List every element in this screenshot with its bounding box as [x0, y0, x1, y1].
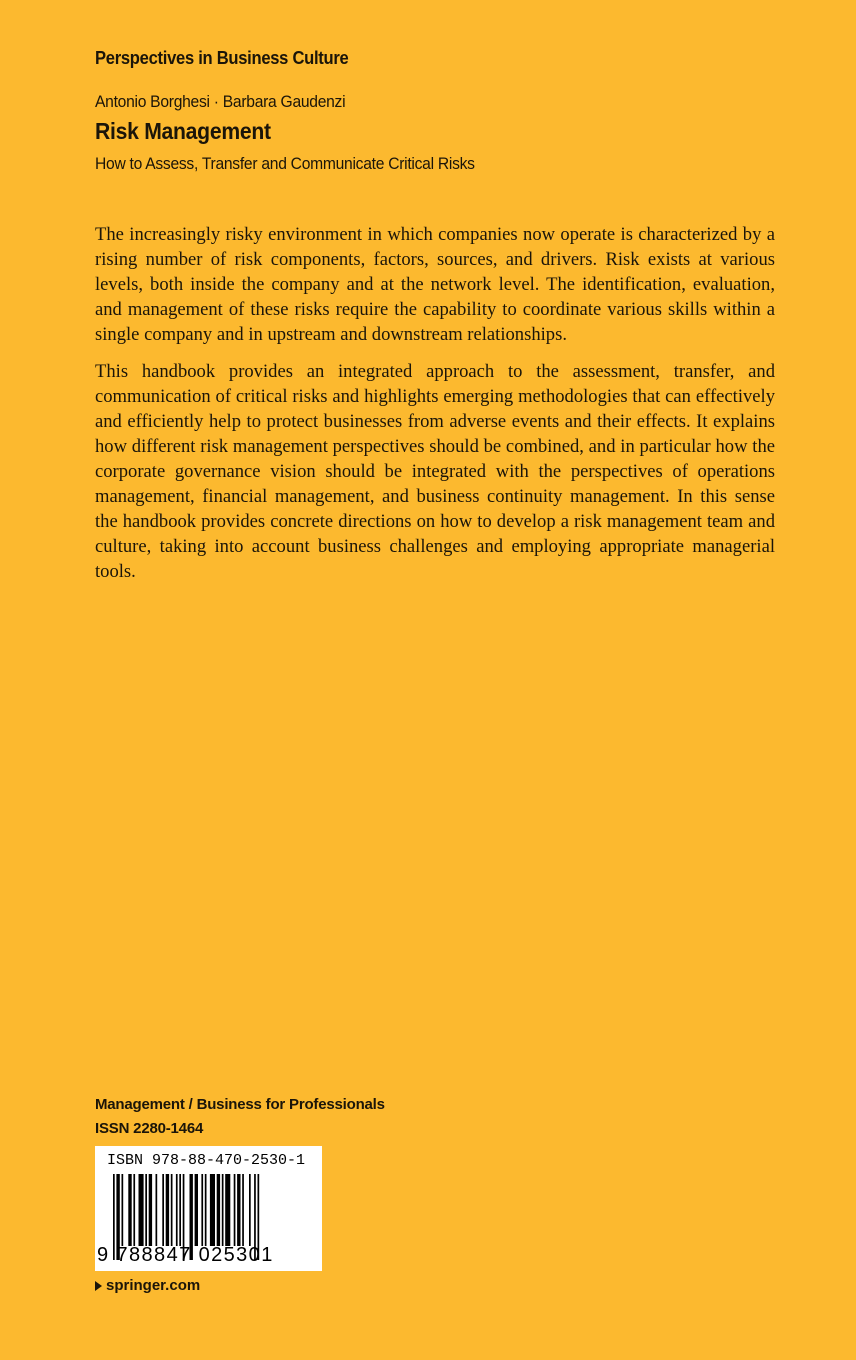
barcode-bar [128, 1174, 131, 1246]
book-authors: Antonio Borghesi · Barbara Gaudenzi [95, 92, 346, 111]
barcode-bar [249, 1174, 251, 1246]
play-arrow-icon [95, 1281, 102, 1291]
publisher-website-label: springer.com [106, 1277, 201, 1294]
barcode-bar [139, 1174, 144, 1246]
barcode-bar [166, 1174, 169, 1246]
barcode-bar [237, 1174, 240, 1246]
barcode-bar [156, 1174, 158, 1246]
book-subtitle: How to Assess, Transfer and Communicate Critical Risks [95, 154, 475, 173]
barcode-bar [210, 1174, 215, 1246]
book-title: Risk Management [95, 118, 271, 144]
barcode-bar [122, 1174, 124, 1246]
barcode-bar [205, 1174, 207, 1246]
barcode-bar [176, 1174, 178, 1246]
barcode-bar [195, 1174, 198, 1246]
barcode-digits: 9 788847 025301 [97, 1244, 274, 1266]
book-description [95, 222, 775, 596]
barcode-bar [179, 1174, 181, 1246]
barcode-bar [217, 1174, 220, 1246]
barcode-bar [234, 1174, 236, 1246]
barcode-bar [171, 1174, 173, 1246]
barcode-isbn-label: ISBN 978-88-470-2530-1 [107, 1152, 306, 1169]
barcode-panel [95, 1146, 322, 1271]
barcode-bar [145, 1174, 147, 1246]
barcode-bar [225, 1174, 230, 1246]
description-paragraph-2: This handbook provides an integrated approach to the assessment, transfer, and communication of critical risks and highlights emerging methodologies that can effectively and efficiently help to protect businesses from adverse events and their effects. It explains how different risk management perspectives should be combined, and in particular how the corporate governance vision should be integrated with the perspectives of operations management, financial management, and business continuity management. In this sense the handbook provides concrete directions on how to develop a risk management team and culture, taking into account business challenges and employing appropriate managerial tools. [95, 361, 775, 582]
barcode-bar [149, 1174, 152, 1246]
issn-number: ISSN 2280-1464 [95, 1120, 204, 1137]
series-name: Perspectives in Business Culture [95, 48, 349, 68]
subject-category: Management / Business for Professionals [95, 1096, 385, 1113]
publisher-website[interactable] [95, 1277, 200, 1294]
barcode-bar [222, 1174, 224, 1246]
description-paragraph-1: The increasingly risky environment in which companies now operate is characterized by a rising number of risk components, factors, sources, and drivers. Risk exists at various levels, both inside the company and at the network level. The identification, evaluation, and management of these risks require the capability to coordinate various skills within a single company and in upstream and downstream relationships. [95, 224, 775, 345]
barcode-bar [162, 1174, 164, 1246]
barcode-bar [201, 1174, 203, 1246]
barcode-bar [242, 1174, 244, 1246]
barcode-bar [133, 1174, 135, 1246]
